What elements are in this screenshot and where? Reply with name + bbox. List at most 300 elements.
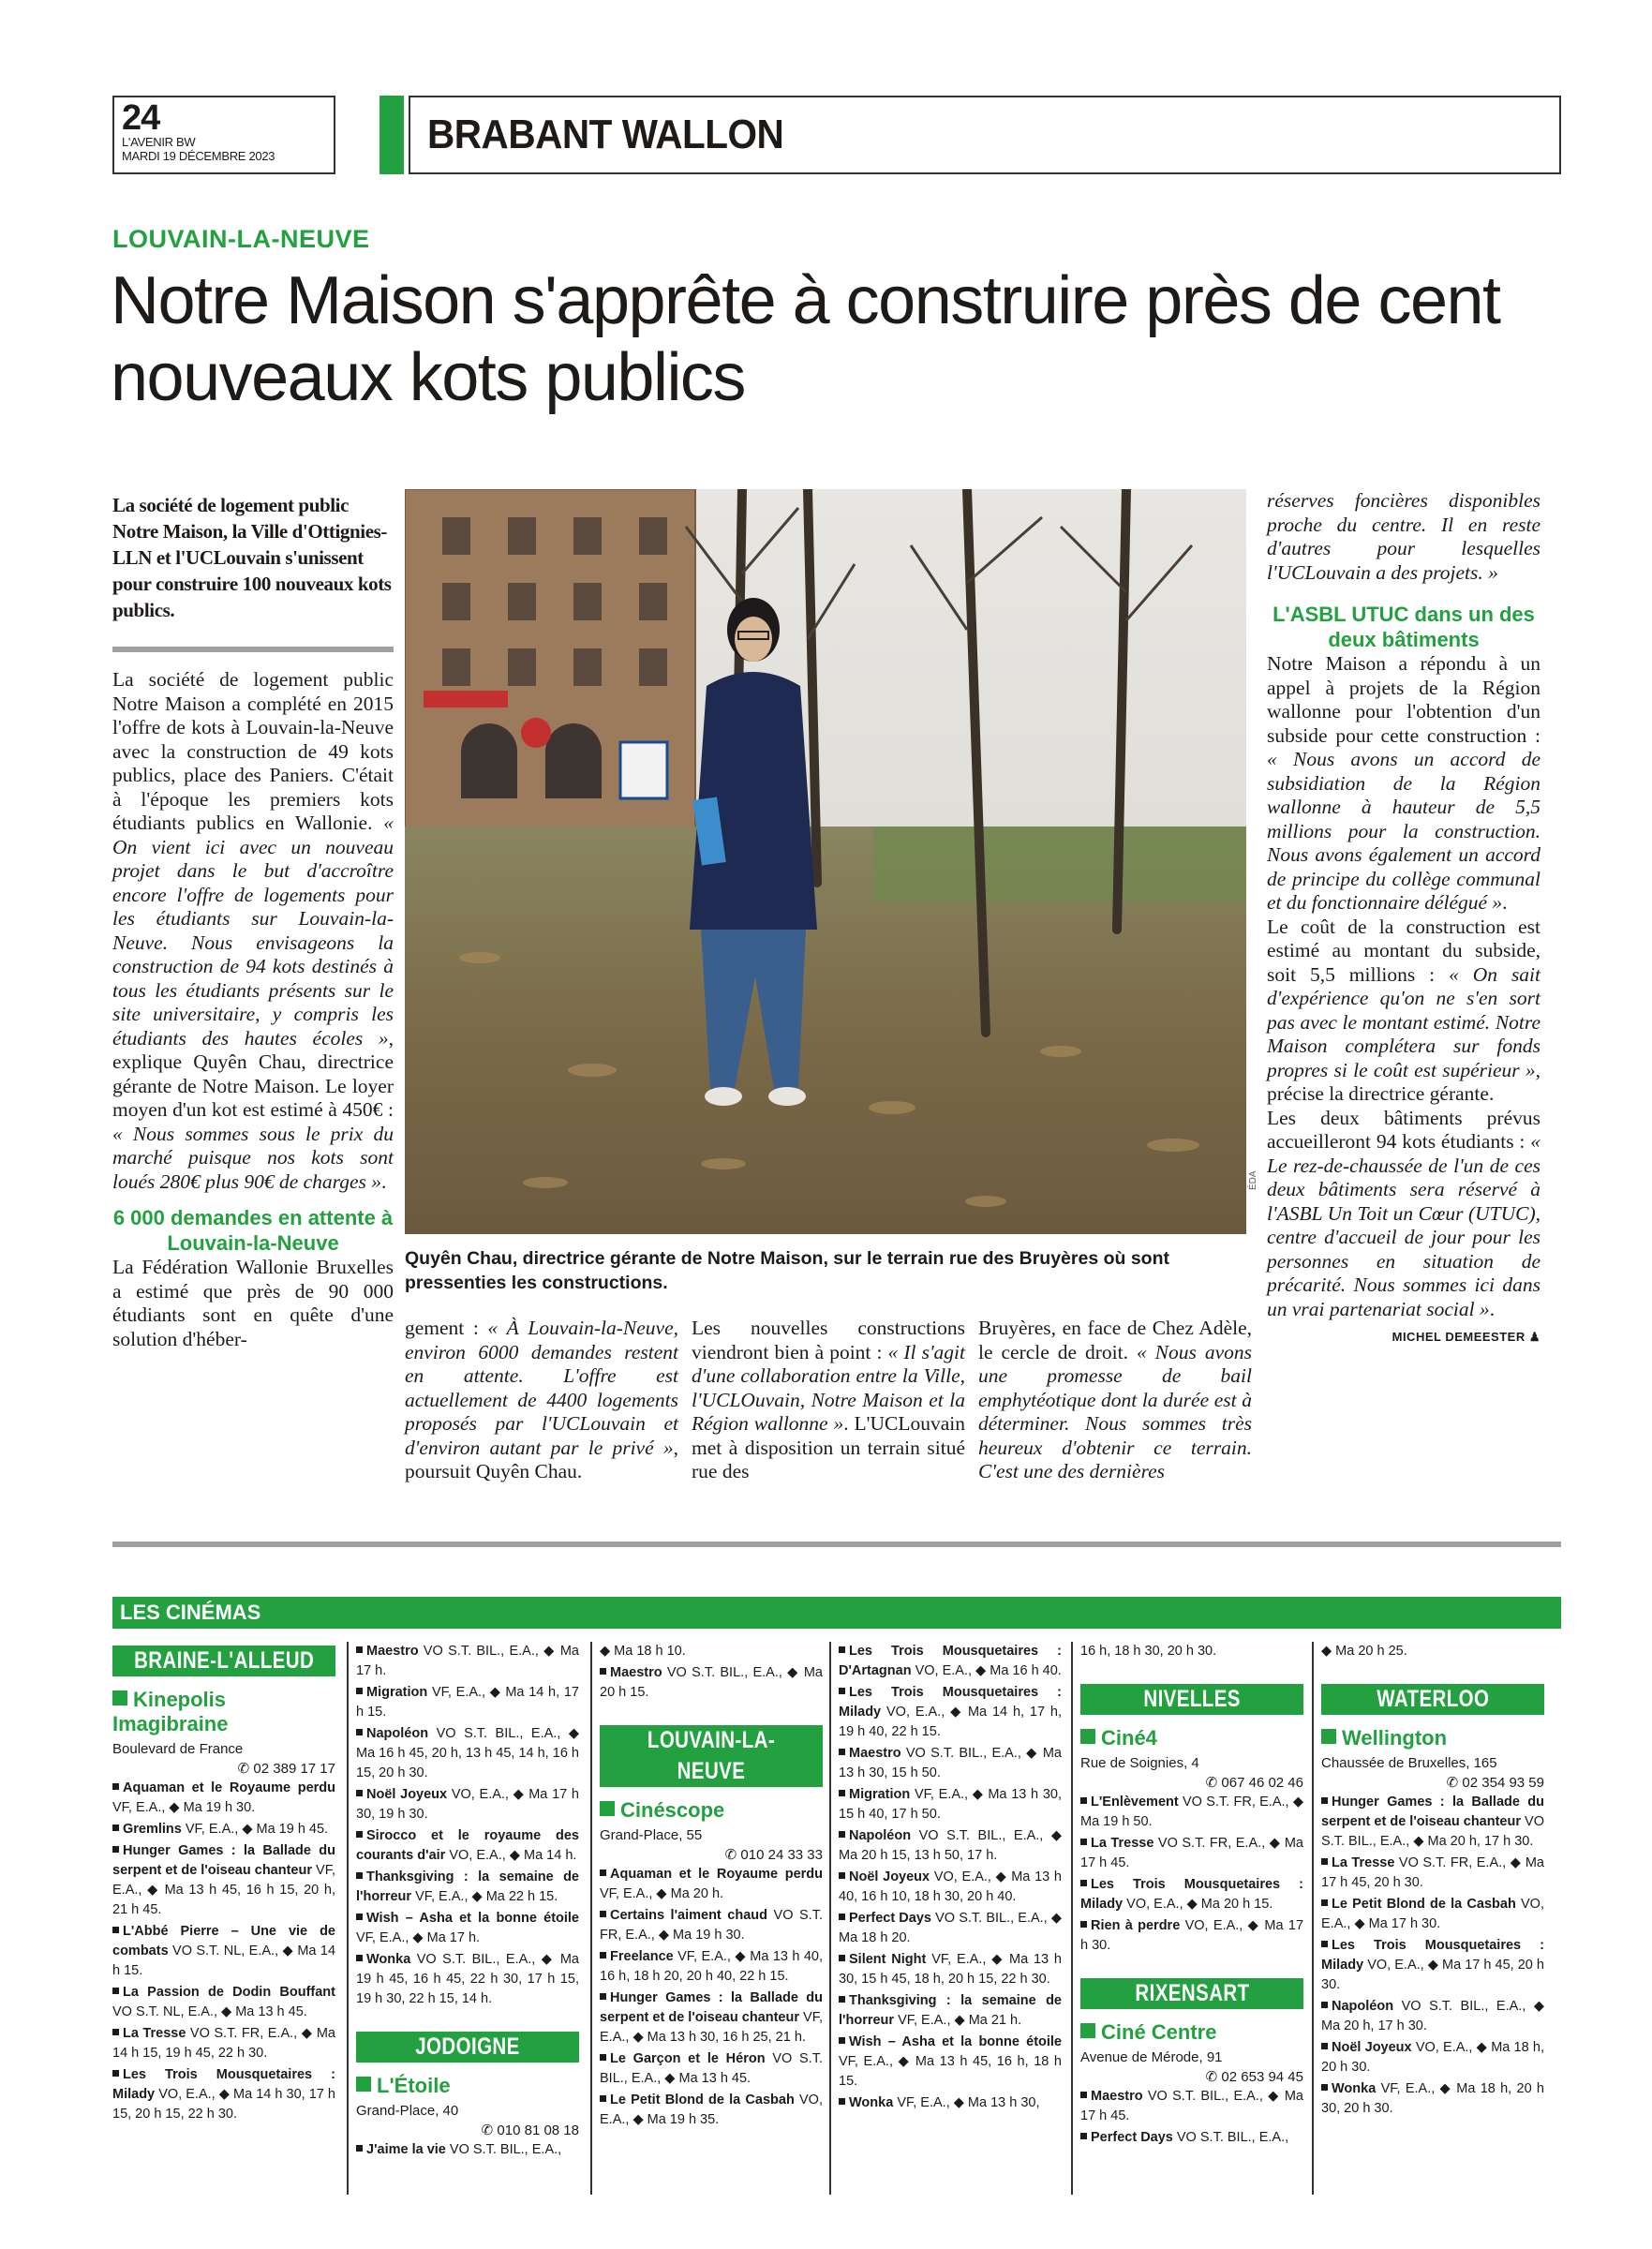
film-listing xyxy=(600,2049,823,2089)
film-listing xyxy=(839,1642,1062,1681)
phone-number: 02 354 93 59 xyxy=(1462,1775,1544,1791)
city-name: NIVELLES xyxy=(1143,1686,1241,1712)
phone-icon: ✆ xyxy=(237,1761,254,1777)
listing-continuation: ◆ Ma 18 h 10. xyxy=(600,1644,686,1659)
page-header-box xyxy=(112,96,335,174)
subheading-demandes: 6 000 demandes en attente à Louvain-la-Neuve xyxy=(112,1206,394,1255)
paragraph-text: Les deux bâtiments prévus accueilleront 94 kots étudiants : xyxy=(1267,1106,1540,1153)
author-icon: ♟ xyxy=(1528,1330,1540,1344)
paragraph-text: Bruyères, en face de Chez Adèle, le cercle de droit. xyxy=(978,1317,1252,1363)
spacer xyxy=(1321,1663,1544,1680)
film-title: Wonka xyxy=(1332,2081,1377,2096)
bullet-icon xyxy=(1321,1899,1328,1906)
spacer xyxy=(1080,1663,1303,1680)
bullet-icon xyxy=(356,1688,363,1694)
quote-text: « Il s'agit d'une collaboration entre la Ville, l'UCLOuvain, Notre Maison et la Région wallonne » xyxy=(692,1340,965,1435)
bullet-icon xyxy=(600,1952,606,1959)
quote-text: « On sait d'expérience qu'on ne s'en sort pas avec le montant estimé. Notre Maison complétera sur fonds propres si le coût est supérieur » xyxy=(1267,962,1541,1081)
film-title: Maestro xyxy=(1091,2089,1143,2104)
film-listing xyxy=(839,1744,1062,1783)
film-title: Les Trois Mousquetaires : Milady xyxy=(839,1685,1062,1720)
film-title: J'aime la vie xyxy=(366,2142,446,2157)
venue-phone xyxy=(1080,1773,1303,1793)
city-header xyxy=(112,1646,335,1676)
city-name: JODOIGNE xyxy=(415,2033,520,2060)
film-listing xyxy=(1080,1793,1303,1832)
city-header xyxy=(1321,1684,1544,1715)
film-title: Migration xyxy=(849,1787,911,1802)
film-showtimes: VF, E.A., ◆ Ma 21 h. xyxy=(898,2013,1022,2028)
bullet-icon xyxy=(839,1955,845,1961)
article-column-3 xyxy=(692,1317,965,1484)
film-listing xyxy=(112,1820,335,1839)
film-title: Gremlins xyxy=(123,1822,182,1837)
paragraph-text: La société de logement public Notre Maison a complété en 2015 l'offre de kots à Louvain-la-Neuve avec la construction de 49 kots publics, place des Paniers. C'était à l'époque les premiers kots étudiants publics en Wallonie. xyxy=(112,668,394,834)
section-title: BRABANT WALLON xyxy=(427,112,784,157)
film-title: Wish – Asha et la bonne étoile xyxy=(366,1911,579,1926)
film-listing xyxy=(1321,1936,1544,1995)
punctuation: . xyxy=(381,1169,387,1193)
bullet-icon xyxy=(1321,2043,1328,2049)
film-listing xyxy=(356,1950,579,2009)
film-title: Napoléon xyxy=(849,1828,912,1843)
paragraph-text: , précise la directrice gérante. xyxy=(1267,1058,1540,1105)
paragraph xyxy=(1267,916,1540,1107)
film-title: La Tresse xyxy=(1332,1855,1395,1870)
square-bullet-icon xyxy=(1080,1729,1095,1744)
bullet-icon xyxy=(1321,1941,1328,1947)
film-title: Maestro xyxy=(849,1746,901,1761)
square-bullet-icon xyxy=(600,1801,615,1816)
bullet-icon xyxy=(1080,1921,1087,1928)
film-showtimes: VO S.T. NL, E.A., ◆ Ma 14 h 15. xyxy=(112,1944,336,1978)
film-title: Noël Joyeux xyxy=(849,1869,930,1884)
film-showtimes: VO S.T. FR, E.A., ◆ Ma 17 h 45, 20 h 30. xyxy=(1321,1855,1544,1890)
bullet-icon xyxy=(1321,2084,1328,2091)
venue-phone xyxy=(112,1759,335,1779)
quote-text: « À Louvain-la-Neuve, environ 6000 demandes restent en attente. L'offre est actuellement de 4400 logements proposés par l'UCLouvain et d'environ autant par le privé » xyxy=(405,1317,678,1459)
film-title: Les Trois Mousquetaires : Milady xyxy=(112,2067,335,2102)
venue-phone xyxy=(356,2121,579,2140)
phone-number: 010 81 08 18 xyxy=(497,2122,579,2138)
bullet-icon xyxy=(839,2037,845,2044)
bullet-icon xyxy=(1321,2002,1328,2008)
city-name: WATERLOO xyxy=(1376,1686,1490,1712)
article-column-2 xyxy=(405,1317,678,1484)
film-title: Hunger Games : la Ballade du serpent et de l'oiseau chanteur xyxy=(1321,1795,1544,1829)
venue-address: Avenue de Mérode, 91 xyxy=(1080,2049,1223,2065)
paragraph-text: Les nouvelles constructions viendront bien à point : xyxy=(692,1317,965,1363)
film-listing xyxy=(356,1724,579,1783)
publication-date: MARDI 19 DÉCEMBRE 2023 xyxy=(122,149,275,163)
film-listing xyxy=(112,1779,335,1818)
venue-name xyxy=(112,1688,335,1736)
city-name: BRAINE-L'ALLEUD xyxy=(133,1647,315,1674)
film-listing xyxy=(356,1826,579,1866)
film-listing xyxy=(839,1950,1062,1989)
film-showtimes: VF, E.A., ◆ Ma 18 h, 20 h 30, 20 h 30. xyxy=(1321,2081,1544,2116)
article-column-4 xyxy=(978,1317,1252,1484)
film-listing xyxy=(600,1865,823,1904)
punctuation: . xyxy=(1502,891,1508,914)
film-title: Les Trois Mousquetaires : Milady xyxy=(1321,1938,1544,1973)
city-header xyxy=(1080,1684,1303,1715)
bullet-icon xyxy=(356,1646,363,1653)
bullet-icon xyxy=(839,1790,845,1796)
venue-phone xyxy=(1321,1773,1544,1793)
film-showtimes: VO, E.A., ◆ Ma 20 h 15. xyxy=(1126,1897,1273,1912)
film-showtimes: VO S.T. BIL., E.A., xyxy=(1176,2130,1289,2145)
film-showtimes: VO S.T. BIL., E.A., ◆ Ma 20 h 15. xyxy=(600,1665,823,1700)
venue-label: Cinéscope xyxy=(620,1798,725,1822)
film-listing xyxy=(356,2140,579,2160)
venue-phone xyxy=(600,1845,823,1865)
film-listing xyxy=(600,1663,823,1703)
bullet-icon xyxy=(839,1996,845,2003)
film-title: Maestro xyxy=(366,1644,419,1659)
film-title: Perfect Days xyxy=(849,1911,931,1926)
article-bottom-separator xyxy=(112,1542,1561,1547)
venue-address: Chaussée de Bruxelles, 165 xyxy=(1321,1755,1497,1771)
article-lead: La société de logement public Notre Maison, la Ville d'Ottignies-LLN et l'UCLouvain s'unissent pour construire 100 nouveaux kots publics. xyxy=(112,494,392,621)
film-listing xyxy=(1080,1875,1303,1914)
film-title: Le Garçon et le Héron xyxy=(610,2051,766,2066)
bullet-icon xyxy=(356,2145,363,2152)
venue-address: Boulevard de France xyxy=(112,1741,244,1757)
photo-credit: ÉDA xyxy=(1248,1170,1258,1190)
film-showtimes: VO S.T. BIL., E.A., ◆ Ma 18 h 20. xyxy=(839,1911,1062,1945)
bullet-icon xyxy=(600,2054,606,2061)
film-title: Les Trois Mousquetaires : Milady xyxy=(1080,1877,1303,1912)
paragraph-text: Le coût de la construction est estimé au montant du subside, soit 5,5 millions : xyxy=(1267,915,1540,986)
film-title: Rien à perdre xyxy=(1091,1918,1181,1933)
bullet-icon xyxy=(112,1783,119,1790)
venue-label: Kinepolis Imagibraine xyxy=(112,1688,229,1735)
film-listing xyxy=(356,1909,579,1948)
film-title: Perfect Days xyxy=(1091,2130,1173,2145)
bullet-icon xyxy=(839,2098,845,2105)
lead-separator xyxy=(112,647,394,652)
film-listing xyxy=(1321,2079,1544,2119)
bullet-icon xyxy=(839,1831,845,1838)
film-listing xyxy=(356,1785,579,1825)
film-listing xyxy=(1321,1793,1544,1852)
film-showtimes: VO, E.A., ◆ Ma 16 h 40. xyxy=(915,1663,1062,1678)
film-showtimes: VO S.T. FR, E.A., ◆ Ma 14 h 15, 19 h 45, 22 h 30. xyxy=(112,2026,335,2061)
city-name: LOUVAIN-LA-NEUVE xyxy=(647,1727,776,1784)
venue-address: Grand-Place, 40 xyxy=(356,2103,459,2119)
venue-address: Rue de Soignies, 4 xyxy=(1080,1755,1199,1771)
quote-text: « Nous sommes sous le prix du marché puisque nos kots sont loués 280€ plus 90€ de charges » xyxy=(112,1122,394,1193)
paragraph-text: , poursuit Quyên Chau. xyxy=(405,1436,678,1482)
bullet-icon xyxy=(600,1993,606,2000)
film-showtimes: VO S.T. BIL., E.A., ◆ Ma 17 h 45. xyxy=(1080,2089,1303,2123)
film-showtimes: VO S.T. BIL., E.A., ◆ Ma 16 h 45, 20 h, 13 h 45, 14 h, 16 h 15, 20 h 30. xyxy=(356,1726,579,1780)
film-showtimes: VO, E.A., ◆ Ma 14 h 30, 17 h 15, 20 h 15, 22 h 30. xyxy=(112,2087,335,2122)
film-title: La Passion de Dodin Bouffant xyxy=(123,1985,335,2000)
film-title: Certains l'aiment chaud xyxy=(610,1908,767,1923)
paragraph-text: La Fédération Wallonie Bruxelles a estimé que près de 90 000 étudiants sont en quête d'une solution d'héber- xyxy=(112,1256,394,1350)
film-title: L'Abbé Pierre – Une vie de combats xyxy=(112,1924,335,1959)
film-showtimes: VO S.T. BIL., E.A., ◆ Ma 20 h, 17 h 30. xyxy=(1321,1999,1544,2033)
subheading-utuc: L'ASBL UTUC dans un des deux bâtiments xyxy=(1272,603,1535,651)
bullet-icon xyxy=(356,1831,363,1838)
film-showtimes: VO, E.A., ◆ Ma 17 h 45, 20 h 30. xyxy=(1321,1958,1544,1992)
phone-icon: ✆ xyxy=(1205,2069,1222,2085)
film-listing xyxy=(839,1868,1062,1907)
square-bullet-icon xyxy=(1321,1729,1336,1744)
cinema-column xyxy=(112,1642,335,2126)
film-listing xyxy=(112,1983,335,2022)
bullet-icon xyxy=(356,1729,363,1735)
venue-name xyxy=(1080,2020,1303,2045)
paragraph-text: , explique Quyên Chau, directrice gérante de Notre Maison. Le loyer moyen d'un kot est estimé à 450€ : xyxy=(112,1026,394,1121)
city-header xyxy=(600,1725,823,1787)
film-showtimes: VF, E.A., ◆ Ma 19 h 45. xyxy=(185,1822,329,1837)
bullet-icon xyxy=(600,1668,606,1675)
venue-label: L'Étoile xyxy=(377,2074,451,2097)
film-showtimes: VO, E.A., ◆ Ma 19 h 35. xyxy=(600,2093,823,2127)
photo-caption: Quyên Chau, directrice gérante de Notre Maison, sur le terrain rue des Bruyères où sont pressenties les constructions. xyxy=(405,1248,1169,1293)
bullet-icon xyxy=(600,2095,606,2102)
listing-continuation: 16 h, 18 h 30, 20 h 30. xyxy=(1080,1644,1217,1659)
quote-text: réserves foncières disponibles proche du centre. Il en reste d'autres pour lesquelles l'UCLouvain a des projets. » xyxy=(1267,489,1540,584)
bullet-icon xyxy=(112,1825,119,1831)
film-showtimes: VF, E.A., ◆ Ma 20 h. xyxy=(600,1886,724,1901)
venue-label: Ciné Centre xyxy=(1101,2020,1217,2044)
article-column-5 xyxy=(1267,489,1540,1349)
article-column-1 xyxy=(112,668,394,1351)
bullet-icon xyxy=(1080,1880,1087,1886)
article-kicker: LOUVAIN-LA-NEUVE xyxy=(112,225,370,253)
film-title: Les Trois Mousquetaires : D'Artagnan xyxy=(839,1644,1062,1678)
phone-icon: ✆ xyxy=(1446,1775,1463,1791)
film-title: Aquaman et le Royaume perdu xyxy=(123,1780,335,1795)
spacer xyxy=(600,1705,823,1721)
film-title: L'Enlèvement xyxy=(1091,1795,1179,1810)
spacer xyxy=(356,2011,579,2028)
phone-icon: ✆ xyxy=(724,1847,741,1863)
bullet-icon xyxy=(839,1914,845,1920)
phone-icon: ✆ xyxy=(481,2122,498,2138)
film-title: Noël Joyeux xyxy=(1332,2040,1412,2055)
film-showtimes: VF, E.A., ◆ Ma 17 h. xyxy=(356,1930,481,1945)
square-bullet-icon xyxy=(112,1690,127,1705)
film-showtimes: VF, E.A., ◆ Ma 13 h 40, 16 h, 18 h 20, 20 h 40, 22 h 15. xyxy=(600,1949,823,1984)
film-showtimes: VF, E.A., ◆ Ma 13 h 30, xyxy=(897,2095,1040,2110)
film-showtimes: VO S.T. BIL., E.A., ◆ Ma 13 h 30, 15 h 50. xyxy=(839,1746,1062,1780)
film-showtimes: VF, E.A., ◆ Ma 13 h 45, 16 h, 18 h 15. xyxy=(839,2054,1062,2089)
film-title: Maestro xyxy=(610,1665,662,1680)
film-listing xyxy=(356,1683,579,1722)
bullet-icon xyxy=(1080,1797,1087,1804)
film-listing xyxy=(1080,2128,1303,2148)
phone-number: 02 653 94 45 xyxy=(1221,2069,1303,2085)
phone-number: 067 46 02 46 xyxy=(1221,1775,1303,1791)
phone-icon: ✆ xyxy=(1205,1775,1222,1791)
film-listing xyxy=(112,1922,335,1981)
bullet-icon xyxy=(1321,1858,1328,1865)
quote-text: « On vient ici avec un nouveau projet dans le but d'accroître encore l'offre de logements pour les étudiants sur Louvain-la-Neuve. Nous envisageons la construction de 94 kots destinés à tous les étudiants présents sur le site universitaire, y compris les étudiants des hautes écoles » xyxy=(112,812,394,1050)
square-bullet-icon xyxy=(1080,2023,1095,2038)
film-listing xyxy=(600,2091,823,2130)
quote-text: « Nous avons une promesse de bail emphytéotique dont la durée est à déterminer. Nous sommes très heureux d'obtenir ce terrain. C'est une des dernières xyxy=(978,1340,1252,1482)
film-listing xyxy=(839,2033,1062,2092)
venue-label: Wellington xyxy=(1342,1726,1448,1750)
punctuation: . xyxy=(1489,1297,1496,1320)
film-title: Le Petit Blond de la Casbah xyxy=(1332,1897,1516,1912)
byline xyxy=(1267,1325,1540,1349)
film-title: Noël Joyeux xyxy=(366,1787,448,1802)
bullet-icon xyxy=(600,1869,606,1876)
film-showtimes: VO, E.A., ◆ Ma 18 h, 20 h 30. xyxy=(1321,2040,1544,2075)
section-header xyxy=(409,96,1561,174)
film-showtimes: VF, E.A., ◆ Ma 13 h 30, 16 h 25, 21 h. xyxy=(600,2010,823,2045)
film-listing xyxy=(839,1683,1062,1742)
cinema-column xyxy=(1071,1642,1303,2195)
paragraph-text: . L'UCLouvain met à disposition un terrain situé rue des xyxy=(692,1412,965,1482)
film-listing xyxy=(839,1826,1062,1866)
film-listing xyxy=(1080,1834,1303,1873)
film-showtimes: VO S.T. BIL., E.A., ◆ Ma 13 h 45. xyxy=(600,2051,823,2086)
square-bullet-icon xyxy=(356,2077,371,2092)
spacer xyxy=(1080,1958,1303,1974)
film-listing xyxy=(1321,1997,1544,2036)
venue-address: Grand-Place, 55 xyxy=(600,1827,703,1843)
film-showtimes: VO S.T. BIL., E.A., ◆ Ma 17 h. xyxy=(356,1644,579,1678)
phone-number: 02 389 17 17 xyxy=(253,1761,335,1777)
film-listing xyxy=(1080,2087,1303,2126)
film-listing xyxy=(1321,1895,1544,1934)
author-name: MICHEL DEMEESTER xyxy=(1392,1330,1525,1344)
film-title: Wish – Asha et la bonne étoile xyxy=(849,2034,1062,2049)
photo-woman-in-park xyxy=(405,489,1246,1234)
bullet-icon xyxy=(1080,2092,1087,2098)
film-showtimes: VO S.T. BIL., E.A., ◆ Ma 19 h 45, 16 h 45, 22 h 30, 17 h 15, 19 h 30, 22 h 15, 14 h. xyxy=(356,1952,579,2006)
film-showtimes: VO, E.A., ◆ Ma 17 h 30, 19 h 30. xyxy=(356,1787,579,1822)
bullet-icon xyxy=(112,1988,119,1994)
film-title: Napoléon xyxy=(366,1726,429,1741)
bullet-icon xyxy=(356,1790,363,1796)
film-listing xyxy=(1080,1916,1303,1956)
film-listing xyxy=(600,1906,823,1945)
film-listing xyxy=(1321,1854,1544,1893)
publication-name: L'AVENIR BW xyxy=(122,135,196,149)
bullet-icon xyxy=(112,1846,119,1853)
film-showtimes: VO S.T. FR, E.A., ◆ Ma 17 h 45. xyxy=(1080,1836,1303,1870)
city-header xyxy=(356,2032,579,2063)
bullet-icon xyxy=(112,1927,119,1933)
film-listing xyxy=(112,1841,335,1920)
film-listing xyxy=(112,2065,335,2124)
film-title: Hunger Games : la Ballade du serpent et de l'oiseau chanteur xyxy=(600,1990,823,2025)
city-header xyxy=(1080,1978,1303,2009)
cinemas-section-bar: LES CINÉMAS xyxy=(112,1597,1561,1629)
film-title: Thanksgiving : la semaine de l'horreur xyxy=(356,1869,579,1904)
bullet-icon xyxy=(1080,2133,1087,2139)
city-name: RIXENSART xyxy=(1134,1980,1250,2006)
film-title: Le Petit Blond de la Casbah xyxy=(610,2093,795,2108)
film-listing xyxy=(600,1988,823,2048)
bullet-icon xyxy=(839,1646,845,1653)
venue-name xyxy=(1321,1726,1544,1750)
film-title: Thanksgiving : la semaine de l'horreur xyxy=(839,1993,1062,2028)
film-showtimes: VO S.T. BIL., E.A., ◆ Ma 20 h, 17 h 30. xyxy=(1321,1814,1544,1849)
film-listing xyxy=(839,1785,1062,1825)
bullet-icon xyxy=(1080,1839,1087,1845)
film-title: Hunger Games : la Ballade du serpent et de l'oiseau chanteur xyxy=(112,1843,335,1878)
article-headline: Notre Maison s'apprête à construire près de cent nouveaux kots publics xyxy=(111,263,1500,415)
film-title: Aquaman et le Royaume perdu xyxy=(610,1867,823,1882)
film-listing xyxy=(839,2093,1062,2113)
film-showtimes: VO, E.A., ◆ Ma 17 h 30. xyxy=(1080,1918,1304,1953)
bullet-icon xyxy=(839,1749,845,1755)
film-showtimes: VO, E.A., ◆ Ma 13 h 40, 16 h 10, 18 h 30, 20 h 40. xyxy=(839,1869,1062,1904)
film-title: Silent Night xyxy=(849,1952,927,1967)
film-listing xyxy=(839,1991,1062,2031)
film-showtimes: VF, E.A., ◆ Ma 19 h 30. xyxy=(112,1800,256,1815)
venue-label: Ciné4 xyxy=(1101,1726,1157,1750)
phone-number: 010 24 33 33 xyxy=(740,1847,823,1863)
bullet-icon xyxy=(356,1872,363,1879)
film-listing xyxy=(839,1909,1062,1948)
paragraph-text: gement : xyxy=(405,1317,488,1339)
bullet-icon xyxy=(112,2070,119,2077)
film-showtimes: VO S.T. BIL., E.A., xyxy=(449,2142,562,2157)
bullet-icon xyxy=(356,1914,363,1920)
bullet-icon xyxy=(600,1911,606,1917)
cinema-column xyxy=(1312,1642,1544,2195)
film-title: Wonka xyxy=(849,2095,894,2110)
paragraph-text: Notre Maison a répondu à un appel à projets de la Région wallonne pour l'obtention d'un subside pour cette construction : xyxy=(1267,652,1540,747)
film-title: Wonka xyxy=(366,1952,411,1967)
film-title: Migration xyxy=(366,1685,428,1700)
section-color-bar xyxy=(380,96,404,174)
venue-name xyxy=(356,2074,579,2098)
paragraph xyxy=(1267,1107,1540,1322)
film-showtimes: VO, E.A., ◆ Ma 14 h, 17 h, 19 h 40, 22 h 15. xyxy=(839,1705,1063,1739)
quote-text: « Le rez-de-chaussée de l'un de ces deux bâtiments sera réservé à l'ASBL Un Toit un Cœur (UTUC), centre d'accueil de jour pour les personnes en situation de précarité. Nous sommes ici dans un vrai partenariat social » xyxy=(1267,1130,1540,1320)
film-listing xyxy=(1321,2038,1544,2078)
bullet-icon xyxy=(1321,1797,1328,1804)
page-number: 24 xyxy=(122,98,160,138)
cinema-column xyxy=(829,1642,1062,2195)
film-showtimes: VF, E.A., ◆ Ma 13 h 30, 15 h 40, 17 h 50. xyxy=(839,1787,1062,1822)
listing-continuation: ◆ Ma 20 h 25. xyxy=(1321,1644,1407,1659)
bullet-icon xyxy=(839,1688,845,1694)
film-listing xyxy=(356,1868,579,1907)
film-title: Napoléon xyxy=(1332,1999,1394,2014)
film-showtimes: VO, E.A., ◆ Ma 14 h. xyxy=(449,1848,577,1863)
venue-phone xyxy=(1080,2067,1303,2087)
film-title: La Tresse xyxy=(1091,1836,1154,1851)
cinema-column xyxy=(590,1642,823,2195)
film-showtimes: VF, E.A., ◆ Ma 14 h, 17 h 15. xyxy=(356,1685,579,1720)
venue-name xyxy=(1080,1726,1303,1750)
bullet-icon xyxy=(112,2029,119,2035)
film-showtimes: VO S.T. BIL., E.A., ◆ Ma 20 h 15, 13 h 50, 17 h. xyxy=(839,1828,1062,1863)
cinema-column xyxy=(347,1642,579,2195)
film-showtimes: VO S.T. NL, E.A., ◆ Ma 13 h 45. xyxy=(112,2004,307,2019)
film-showtimes: VO, E.A., ◆ Ma 17 h 30. xyxy=(1321,1897,1544,1931)
film-listing xyxy=(112,2024,335,2063)
bullet-icon xyxy=(839,1872,845,1879)
paragraph xyxy=(1267,652,1540,916)
film-title: La Tresse xyxy=(123,2026,186,2041)
film-listing xyxy=(356,1642,579,1681)
film-title: Freelance xyxy=(610,1949,674,1964)
film-listing xyxy=(600,1947,823,1987)
